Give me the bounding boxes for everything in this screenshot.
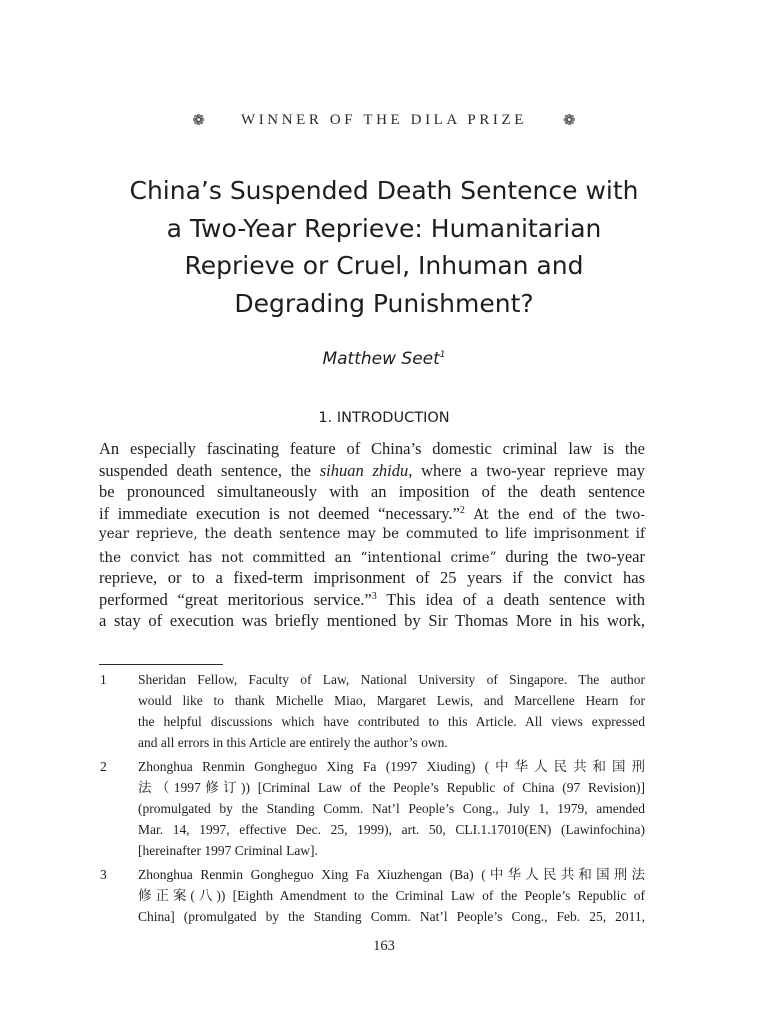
body-text-run: during the two-year: [496, 546, 645, 566]
author-byline: [0, 349, 768, 369]
body-text-run: At the end of the two-: [464, 506, 645, 523]
footnotes: [99, 669, 645, 930]
body-text-run: if immediate execution is not deemed “necessary.”: [99, 503, 460, 523]
prize-banner-text: WINNER OF THE DILA PRIZE: [240, 112, 528, 128]
title-line: Degrading Punishment?: [234, 288, 534, 318]
section-heading: 1. INTRODUCTION: [318, 410, 450, 426]
footnote-divider: [99, 664, 223, 665]
body-text-run: , where a two-year reprieve may: [408, 460, 645, 480]
ornament-left-icon: ❁: [192, 111, 205, 129]
body-text-run: performed “great meritorious service.”: [99, 589, 372, 609]
body-line: [99, 546, 645, 568]
footnote-line: would like to thank Michelle Miao, Margaret Lewis, and Marcellene Hearn for: [138, 693, 645, 708]
footnote-ref: 1: [439, 350, 446, 360]
footnote-line: Zhonghua Renmin Gongheguo Xing Fa (1997 Xiuding) (中华人民共和国刑: [138, 759, 645, 774]
prize-banner: [0, 112, 768, 129]
title-line: Reprieve or Cruel, Inhuman and: [184, 251, 584, 280]
body-line: a stay of execution was briefly mentioned by Sir Thomas More in his work,: [99, 611, 645, 630]
footnote-number: 2: [100, 759, 107, 774]
title-line: a Two-Year Reprieve: Humanitarian: [166, 213, 602, 243]
title-line: China’s Suspended Death Sentence with: [129, 176, 639, 205]
footnote-number: 1: [100, 672, 107, 687]
body-line: [99, 460, 645, 482]
footnote-line: (promulgated by the Standing Comm. Nat’l People’s Cong., July 1, 1979, amended: [138, 801, 645, 816]
body-line: reprieve, or to a fixed-term imprisonment of 25 years if the convict has: [99, 568, 645, 587]
body-line: be pronounced simultaneously with an imposition of the death sentence: [99, 482, 645, 501]
footnote-line: the helpful discussions which have contributed to this Article. All views expressed: [138, 714, 645, 729]
body-paragraph: [99, 438, 645, 632]
footnote-line: Sheridan Fellow, Faculty of Law, National University of Singapore. The author: [138, 672, 645, 687]
body-text-run: suspended death sentence, the: [99, 460, 320, 480]
footnote-ref: 3: [371, 590, 377, 602]
body-line: An especially fascinating feature of China’s domestic criminal law is the: [99, 439, 645, 458]
body-text-run: This idea of a death sentence with: [376, 589, 645, 609]
footnote-line: and all errors in this Article are entirely the author’s own.: [138, 735, 448, 750]
author-name: Matthew Seet: [322, 349, 440, 369]
footnote: [99, 756, 645, 861]
page-number: 163: [373, 938, 395, 954]
body-line: [99, 503, 645, 525]
body-italic-term: sihuan zhidu: [319, 460, 409, 480]
footnote-line: [hereinafter 1997 Criminal Law].: [138, 843, 318, 858]
footnote: [99, 669, 645, 753]
body-text-run: the convict has not committed an “intentional crime”: [99, 549, 497, 566]
footnote-line: China] (promulgated by the Standing Comm. Nat’l People’s Cong., Feb. 25, 2011,: [138, 909, 645, 924]
footnote-line: 法（1997修订)) [Criminal Law of the People’s Republic of China (97 Revision)]: [138, 780, 645, 795]
body-line: [99, 589, 645, 611]
footnote-number: 3: [100, 867, 107, 882]
footnote-line: Mar. 14, 1997, effective Dec. 25, 1999), art. 50, CLI.1.17010(EN) (Lawinfochina): [138, 822, 645, 837]
footnote: [99, 864, 645, 927]
body-line: year reprieve, the death sentence may be commuted to life imprisonment if: [99, 526, 645, 542]
footnote-line: Zhonghua Renmin Gongheguo Xing Fa Xiuzhengan (Ba) (中华人民共和国刑法: [138, 867, 645, 882]
article-title: [84, 172, 684, 322]
footnote-line: 修正案(八)) [Eighth Amendment to the Criminal Law of the People’s Republic of: [138, 888, 645, 903]
ornament-right-icon: ❁: [563, 111, 576, 129]
footnote-ref: 2: [459, 504, 465, 516]
